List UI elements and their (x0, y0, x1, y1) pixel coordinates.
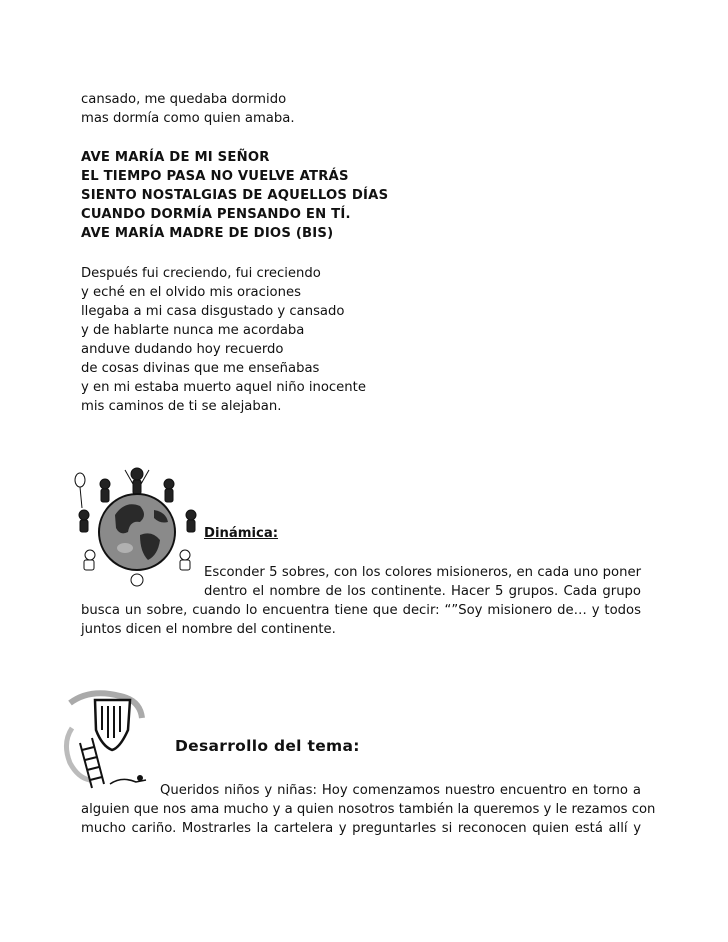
verse-line-7: y en mi estaba muerto aquel niño inocente (81, 380, 366, 395)
verse-line-8: mis caminos de ti se alejaban. (81, 399, 282, 414)
verse-line-1: Después fui creciendo, fui creciendo (81, 266, 321, 281)
verse-line-3: llegaba a mi casa disgustado y cansado (81, 304, 345, 319)
chorus-line-4: CUANDO DORMÍA PENSANDO EN TÍ. (81, 207, 351, 222)
globe-children-illustration (70, 460, 205, 595)
dinamica-line-1: Esconder 5 sobres, con los colores misioneros, en cada uno poner (204, 565, 641, 580)
dinamica-line-4: juntos dicen el nombre del continente. (81, 622, 336, 637)
verse-line-6: de cosas divinas que me enseñabas (81, 361, 320, 376)
desarrollo-title: Desarrollo del tema: (175, 737, 360, 755)
dinamica-line-3: busca un sobre, cuando lo encuentra tiene que decir: “”Soy misionero de… y todos (81, 603, 641, 618)
desarrollo-line-2: alguien que nos ama mucho y a quien nosotros también la queremos y le rezamos con (81, 802, 656, 817)
chorus-line-1: AVE MARÍA DE MI SEÑOR (81, 150, 270, 165)
verse-line-2: y eché en el olvido mis oraciones (81, 285, 301, 300)
verse-intro-line-2: mas dormía como quien amaba. (81, 111, 295, 126)
chorus-line-5: AVE MARÍA MADRE DE DIOS (BIS) (81, 226, 334, 241)
dinamica-line-2: dentro el nombre de los continente. Hacer 5 grupos. Cada grupo (204, 584, 641, 599)
chorus-line-3: SIENTO NOSTALGIAS DE AQUELLOS DÍAS (81, 188, 389, 203)
verse-line-4: y de hablarte nunca me acordaba (81, 323, 305, 338)
dinamica-title: Dinámica: (204, 526, 279, 541)
shield-ladder-illustration (50, 688, 160, 798)
chorus-line-2: EL TIEMPO PASA NO VUELVE ATRÁS (81, 169, 349, 184)
desarrollo-line-3: mucho cariño. Mostrarles la cartelera y preguntarles si reconocen quien está allí y (81, 821, 641, 836)
verse-intro-line-1: cansado, me quedaba dormido (81, 92, 287, 107)
desarrollo-line-1: Queridos niños y niñas: Hoy comenzamos nuestro encuentro en torno a (160, 783, 641, 798)
verse-line-5: anduve dudando hoy recuerdo (81, 342, 284, 357)
